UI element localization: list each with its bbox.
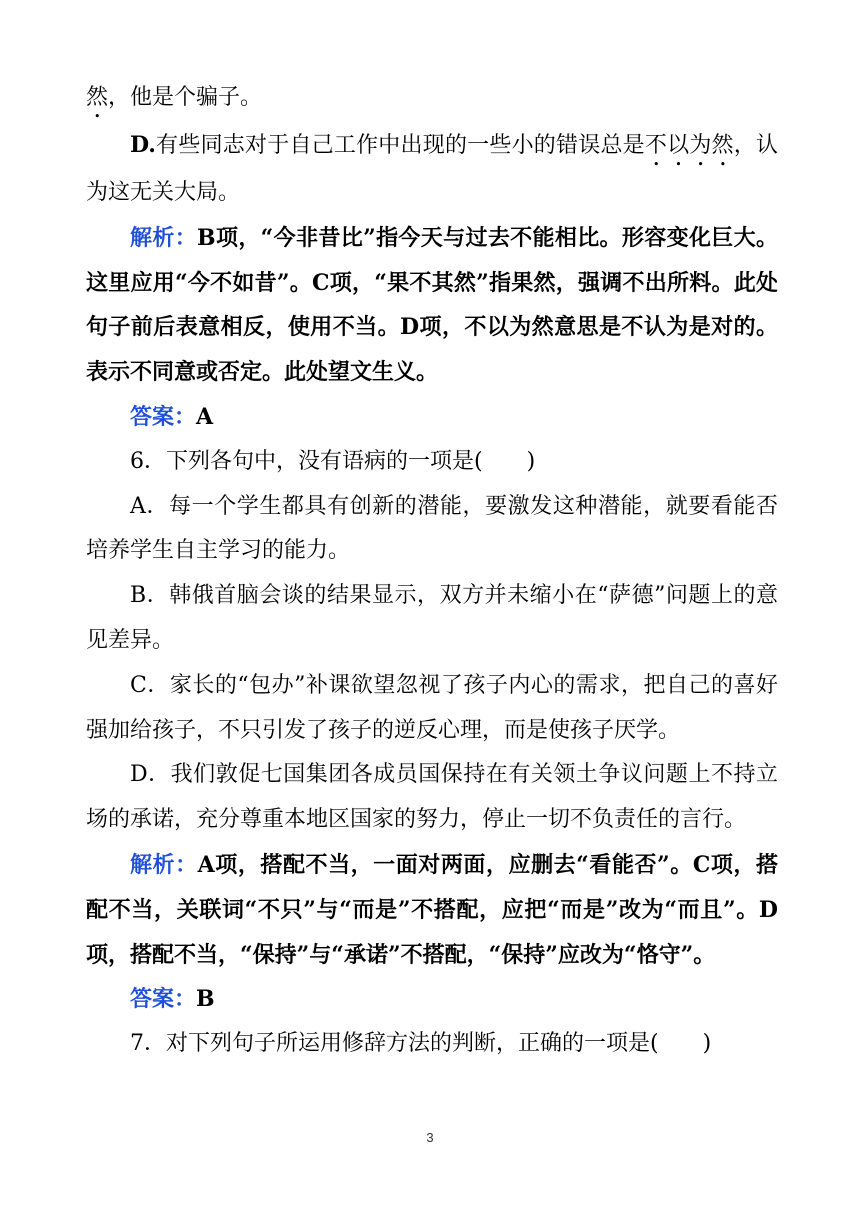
q6-answer [86, 977, 778, 1022]
q6-option-b: B．韩俄首脑会谈的结果显示，双方并未缩小在“萨德”问题上的意见差异。 [86, 583, 778, 653]
answer-value: B [196, 986, 215, 1013]
q6-option-c: C．家长的“包办”补课欲望忽视了孩子内心的需求，把自己的喜好强加给孩子，不只引发了孩子的逆反心理，而是使孩子厌学。 [86, 672, 778, 743]
analysis-label: 解析： [130, 224, 198, 251]
analysis-text: B项，“今非昔比”指今天与过去不能相比。形容变化巨大。这里应用“今不如昔”。C项，“果不其然”指果然，强调不出所料。此处句子前后表意相反，使用不当。D项，不以为然意思是不认为是对的。表示不同意或否定。此处望文生义。 [86, 224, 778, 386]
option-letter: D. [130, 132, 156, 158]
page-content [86, 76, 778, 1067]
q6-analysis [86, 843, 778, 977]
option-text-pre: 有些同志对于自己工作中出现的一些小的错误总是 [155, 133, 645, 158]
q7-stem: 7．对下列句子所运用修辞方法的判断，正确的一项是( ) [130, 1031, 712, 1057]
q6-option-d: D．我们敦促七国集团各成员国保持在有关领土争议问题上不持立场的承诺，充分尊重本地区国家的努力，停止一切不负责任的言行。 [86, 762, 778, 833]
analysis-label: 解析： [130, 851, 198, 878]
q5-answer [86, 395, 778, 440]
page-number: 3 [426, 1130, 434, 1145]
answer-label: 答案： [130, 986, 197, 1013]
option-text: ，他是个骗子。 [108, 85, 263, 110]
emphasized-text: 然 [86, 85, 109, 110]
q6-stem: 6．下列各句中，没有语病的一项是( ) [130, 448, 536, 474]
q5-option-d [86, 123, 778, 216]
emphasized-text: 不以为然 [644, 133, 734, 158]
answer-label: 答案： [130, 403, 197, 430]
q6-option-a: A．每一个学生都具有创新的潜能，要激发这种潜能，就要看能否培养学生自主学习的能力。 [86, 493, 778, 564]
q5-option-c-continuation [86, 76, 778, 123]
analysis-text: A项，搭配不当，一面对两面，应删去“看能否”。C项，搭配不当，关联词“不只”与“而是”不搭配，应把“而是”改为“而且”。D项，搭配不当，“保持”与“承诺”不搭配，“保持”应改为“恪守”。 [86, 851, 778, 968]
option-text-post: ，认为这无关大局。 [86, 133, 778, 205]
q5-analysis [86, 216, 778, 395]
answer-value: A [196, 403, 214, 430]
